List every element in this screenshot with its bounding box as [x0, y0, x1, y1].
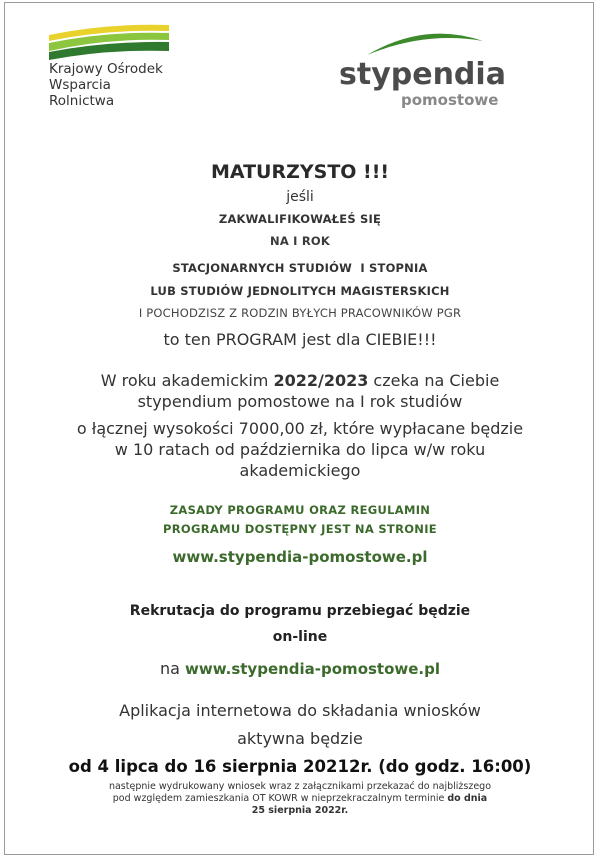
note-line-2-bold: do dnia	[447, 793, 488, 804]
kowr-logo	[47, 21, 177, 109]
scholarship-line: stypendium pomostowe na I rok studiów	[137, 392, 463, 411]
brand-main: stypendia	[339, 57, 506, 92]
header	[5, 3, 595, 123]
amount-line-3: akademickiego	[239, 461, 361, 480]
if-text: jeśli	[286, 189, 314, 205]
brand-sub: pomostowe	[401, 91, 499, 109]
flyer-title: MATURZYSTO !!!	[210, 161, 390, 183]
rules-line-1: ZASADY PROGRAMU ORAZ REGULAMIN	[169, 503, 431, 517]
flyer-page	[4, 2, 594, 855]
note-line-1: następnie wydrukowany wniosek wraz z załącznikami przekazać do najbliższego	[108, 781, 492, 792]
amount-line-2: w 10 ratach od października do lipca w/w roku	[114, 440, 486, 459]
flyer-content	[5, 161, 595, 817]
dates-line: od 4 lipca do 16 sierpnia 20212r. (do godz. 16:00)	[68, 757, 532, 776]
note-line-2	[5, 793, 595, 805]
first-year-text: NA I ROK	[270, 234, 330, 248]
qualified-text: ZAKWALIFIKOWAŁEŚ SIĘ	[218, 212, 382, 226]
academic-year: 2022/2023	[273, 371, 369, 390]
na-text: na	[159, 659, 186, 678]
studies-line-2: LUB STUDIÓW JEDNOLITYCH MAGISTERSKICH	[150, 284, 450, 298]
app-line-1: Aplikacja internetowa do składania wniosków	[119, 701, 481, 720]
recruitment-line-2: on-line	[272, 629, 328, 645]
academic-year-line	[5, 370, 595, 391]
note-line-3	[5, 805, 595, 817]
recruitment-line-1: Rekrutacja do programu przebiegać będzie	[129, 603, 471, 619]
deadline-date: 25 sierpnia 2022r.	[251, 805, 349, 816]
website-link[interactable]: www.stypendia-pomostowe.pl	[172, 548, 428, 566]
rules-line-2: PROGRAMU DOSTĘPNY JEST NA STRONIE	[163, 522, 437, 536]
recruitment-link-line	[5, 659, 595, 689]
program-for-you: to ten PROGRAM jest dla CIEBIE!!!	[163, 330, 437, 349]
org-name-line2: Wsparcia Rolnictwa	[49, 77, 115, 109]
academic-suffix: czeka na Ciebie	[368, 371, 500, 390]
kowr-name	[49, 61, 177, 109]
amount-line-1: o łącznej wysokości 7000,00 zł, które wypłacane będzie	[76, 419, 524, 438]
org-name-line1: Krajowy Ośrodek	[49, 61, 163, 77]
origin-text: I POCHODZISZ Z RODZIN BYŁYCH PRACOWNIKÓW PGR	[138, 306, 462, 320]
academic-prefix: W roku akademickim	[100, 371, 274, 390]
note-line-2-text: pod względem zamieszkania OT KOWR w nieprzekraczalnym terminie	[112, 793, 448, 804]
app-line-2: aktywna będzie	[237, 729, 363, 748]
kowr-stripes-icon	[47, 21, 172, 61]
studies-line-1: STACJONARNYCH STUDIÓW I STOPNIA	[172, 261, 428, 275]
stypendia-logo	[335, 29, 515, 119]
green-arc-icon	[365, 29, 485, 59]
website-link-2[interactable]: www.stypendia-pomostowe.pl	[185, 660, 441, 678]
